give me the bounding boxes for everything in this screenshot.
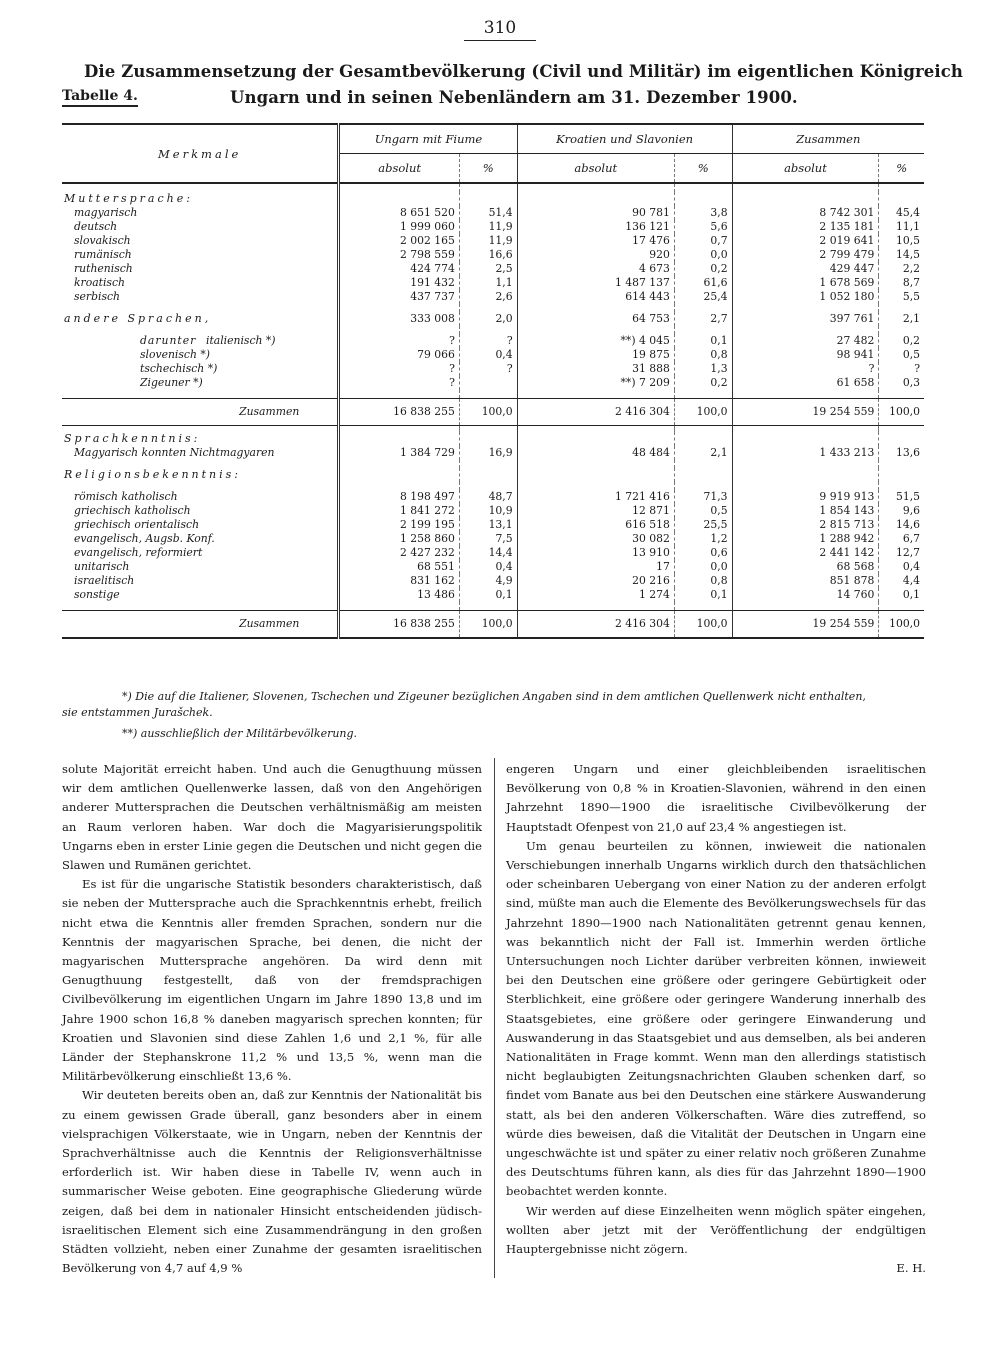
cell-value: 437 737 [339,290,460,304]
table-row [62,574,924,588]
population-table [62,123,924,639]
table-row [62,276,924,290]
table-row [62,490,924,504]
cell-value: 0,5 [674,504,732,518]
cell-value: 8 742 301 [732,206,879,220]
cell-value: 100,0 [674,611,732,639]
cell-value: 1 854 143 [732,504,879,518]
cell-value: 0,0 [674,560,732,574]
total-label: Zusammen [239,405,300,418]
row-label: griechisch katholisch [74,504,191,517]
column-divider [494,758,495,1278]
cell-value: 0,3 [879,376,924,390]
cell-value: 1 678 569 [732,276,879,290]
cell-value: 25,5 [674,518,732,532]
cell-value: 13 910 [517,546,674,560]
table-row [62,532,924,546]
cell-value: 27 482 [732,334,879,348]
cell-value: 1 288 942 [732,532,879,546]
cell-value: 79 066 [339,348,460,362]
cell-value: 424 774 [339,262,460,276]
total-row [62,611,924,639]
cell-value: 17 476 [517,234,674,248]
cell-value: 9,6 [879,504,924,518]
table-row [62,362,924,376]
paragraph: Es ist für die ungarische Statistik besonders charakteristisch, daß sie neben der Muttersprache auch die Sprachkenntnis erhebt, freilich nicht etwa die Kenntnis aller fremden Sprachen, sondern nur die Kenntnis der magyarischen Sprache, bei denen, die nicht der magyarischen Muttersprache angehören. Da wird denn mit Genugthuung festgestellt, daß von der fremdsprachigen Civilbevölkerung im eigentlichen Ungarn im Jahre 1890 13,8 und im Jahre 1900 schon 16,8 % daneben magyarisch sprechen konnten; für Kroatien und Slavonien sind diese Zahlen 1,6 und 2,1 %, für alle Länder der Stephanskrone 11,2 % und 13,5 %, wenn man die Militärbevölkerung einschließt 13,6 %. [62,877,482,1084]
cell-value: 100,0 [459,399,517,426]
text-column-right [506,760,926,1278]
cell-value: 0,2 [674,376,732,390]
table-row [62,248,924,262]
cell-value: 2 427 232 [339,546,460,560]
table-row [62,546,924,560]
cell-value: 19 254 559 [732,611,879,639]
table-row [62,334,924,348]
cell-value: 1 433 213 [732,446,879,460]
header-percent: % [459,154,517,184]
row-label: rumänisch [74,248,132,261]
cell-value: 51,5 [879,490,924,504]
footnote-1: *) Die auf die Italiener, Slovenen, Tschechen und Zigeuner bezüglichen Angaben sind in dem amtlichen Quellenwerk nicht enthalten, [122,690,866,703]
cell-value: 0,4 [459,348,517,362]
table-row [62,220,924,234]
table-title-line-1: Die Zusammensetzung der Gesamtbevölkerung (Civil und Militär) im eigentlichen Königreich [84,62,963,81]
table-row [62,262,924,276]
cell-value: 11,9 [459,220,517,234]
table-row [62,588,924,602]
header-absolut: absolut [732,154,879,184]
cell-value: 12,7 [879,546,924,560]
text-column-left [62,760,482,1278]
cell-value: 48,7 [459,490,517,504]
cell-value: 0,1 [674,334,732,348]
row-label [62,334,339,348]
cell-value: 1 999 060 [339,220,460,234]
table-row [62,348,924,362]
cell-value: 2 815 713 [732,518,879,532]
row-label: Magyarisch konnten Nichtmagyaren [74,446,275,459]
header-merkmale: Merkmale [62,124,339,183]
cell-value: 61 658 [732,376,879,390]
cell-value: 5,5 [879,290,924,304]
cell-value: 13,1 [459,518,517,532]
total-label: Zusammen [239,617,300,630]
cell-value: 68 568 [732,560,879,574]
cell-value: 14,6 [879,518,924,532]
cell-value: 0,0 [674,248,732,262]
cell-value: 0,4 [879,560,924,574]
paragraph: solute Majorität erreicht haben. Und auch die Genugthuung müssen wir dem amtlichen Quellenwerke lassen, daß von den Angehörigen anderer Muttersprachen die Deutschen verhältnismäßig am meisten an Raum verloren haben. War doch die Magyarisierungspolitik Ungarns eben in erster Linie gegen die Deutschen und nicht gegen die Slawen und Rumänen gerichtet. [62,762,482,873]
cell-value: 10,9 [459,504,517,518]
cell-value: ? [339,376,460,390]
table-row [62,312,924,326]
cell-value: 11,9 [459,234,517,248]
cell-value [459,376,517,390]
cell-value: 0,6 [674,546,732,560]
darunter-label: darunter [140,334,197,347]
cell-value: 2,1 [879,312,924,326]
cell-value: 8 198 497 [339,490,460,504]
cell-value: 2 002 165 [339,234,460,248]
cell-value: 1 841 272 [339,504,460,518]
cell-value: 0,2 [879,334,924,348]
paragraph: Um genau beurteilen zu können, inwieweit die nationalen Verschiebungen innerhalb Ungarns wirklich durch den thatsächlichen oder scheinbaren Uebergang von einer Nation zu der anderen erfolgt sind, müßte man auch die Elemente des Bevölkerungswechsels für das Jahrzehnt 1890—1900 nach Nationalitäten getrennt genau kennen, was bekanntlich nicht der Fall ist. Immerhin werden örtliche Untersuchungen noch Lichter darüber verbreiten können, inwieweit bei den Deutschen eine größere oder geringere Gebürtigkeit oder Sterblichkeit, eine größere oder geringere Wanderung innerhalb des Staatsgebietes, eine größere oder geringere Einwanderung und Auswanderung in das Staatsgebiet und aus demselben, als bei anderen Nationalitäten in Frage kommt. Wenn man den allerdings statistisch nicht beglaubigten Zeitungsnachrichten Glauben schenken darf, so findet vom Banate aus bei den Deutschen eine stärkere Auswanderung statt, als bei den anderen Völkerschaften. Wäre dies zutreffend, so würde dies beweisen, daß die Vitalität der Deutschen in Ungarn eine ungeschwächte ist und später zu einer relativ noch größeren Zunahme des Deutschtums führen kann, als dies für das Jahrzehnt 1890—1900 beobachtet werden konnte. [506,838,926,1199]
cell-value: 7,5 [459,532,517,546]
row-label: evangelisch, Augsb. Konf. [74,532,215,545]
cell-value: 13 486 [339,588,460,602]
row-label: tschechisch *) [140,362,218,375]
cell-value: 68 551 [339,560,460,574]
cell-value: 5,6 [674,220,732,234]
header-group-ungarn: Ungarn mit Fiume [339,124,517,154]
cell-value: 2,5 [459,262,517,276]
cell-value: 90 781 [517,206,674,220]
row-label: Zigeuner *) [140,376,203,389]
section-row [62,432,924,446]
cell-value: 1 487 137 [517,276,674,290]
row-label: kroatisch [74,276,125,289]
table-title-line-2: Ungarn und in seinen Nebenländern am 31. Dezember 1900. [230,88,798,107]
row-label: andere Sprachen, [64,312,212,325]
row-label: israelitisch [74,574,135,587]
cell-value: 191 432 [339,276,460,290]
header-absolut: absolut [517,154,674,184]
cell-value: 2,1 [674,446,732,460]
cell-value: ? [459,362,517,376]
cell-value: 2 135 181 [732,220,879,234]
table-row [62,518,924,532]
cell-value: 20 216 [517,574,674,588]
cell-value: ? [879,362,924,376]
table-row [62,234,924,248]
section-heading: Religionsbekenntnis: [64,468,242,481]
cell-value: 48 484 [517,446,674,460]
header-percent: % [674,154,732,184]
row-label: evangelisch, reformiert [74,546,203,559]
cell-value: 16 838 255 [339,611,460,639]
population-table-container [62,123,924,639]
cell-value: 100,0 [459,611,517,639]
row-label-text: italienisch *) [206,334,276,347]
row-label: magyarisch [74,206,138,219]
cell-value: 10,5 [879,234,924,248]
cell-value: 1,2 [674,532,732,546]
cell-value: 0,1 [879,588,924,602]
table-row [62,206,924,220]
cell-value: 0,4 [459,560,517,574]
cell-value: 920 [517,248,674,262]
cell-value: 4,4 [879,574,924,588]
cell-value: 19 875 [517,348,674,362]
cell-value: 31 888 [517,362,674,376]
header-group-kroatien: Kroatien und Slavonien [517,124,732,154]
cell-value: 4,9 [459,574,517,588]
paragraph: Wir werden auf diese Einzelheiten wenn möglich später eingehen, wollten aber jetzt mit der Veröffentlichung der endgültigen Hauptergebnisse nicht zögern. [506,1203,926,1257]
row-label: slovenisch *) [140,348,210,361]
cell-value: 2,6 [459,290,517,304]
cell-value: **) 4 045 [517,334,674,348]
cell-value: 19 254 559 [732,399,879,426]
cell-value: 0,5 [879,348,924,362]
cell-value: 2,7 [674,312,732,326]
cell-value: 11,1 [879,220,924,234]
table-row [62,376,924,390]
table-row [62,290,924,304]
cell-value: 64 753 [517,312,674,326]
section-row [62,468,924,482]
cell-value: 0,1 [459,588,517,602]
cell-value: 8,7 [879,276,924,290]
cell-value: 13,6 [879,446,924,460]
cell-value: 9 919 913 [732,490,879,504]
section-row [62,192,924,206]
section-heading: Sprachkenntnis: [64,432,201,445]
header-group-zusammen: Zusammen [732,124,924,154]
cell-value: 2 799 479 [732,248,879,262]
cell-value: 51,4 [459,206,517,220]
cell-value: 0,2 [674,262,732,276]
header-absolut: absolut [339,154,460,184]
table-row [62,560,924,574]
cell-value: 1 052 180 [732,290,879,304]
cell-value: 100,0 [879,611,924,639]
row-label: unitarisch [74,560,130,573]
cell-value: 851 878 [732,574,879,588]
cell-value: 0,1 [674,588,732,602]
cell-value: ? [732,362,879,376]
row-label: deutsch [74,220,118,233]
cell-value: ? [339,362,460,376]
cell-value: 2 441 142 [732,546,879,560]
total-row [62,399,924,426]
header-percent: % [879,154,924,184]
cell-value: 98 941 [732,348,879,362]
cell-value: 2 019 641 [732,234,879,248]
cell-value: 616 518 [517,518,674,532]
cell-value: ? [339,334,460,348]
cell-value: 831 162 [339,574,460,588]
cell-value: 100,0 [879,399,924,426]
cell-value: 2 416 304 [517,399,674,426]
cell-value: 61,6 [674,276,732,290]
cell-value: 0,7 [674,234,732,248]
cell-value: 6,7 [879,532,924,546]
cell-value: 16,6 [459,248,517,262]
page-number: 310 [483,18,517,38]
cell-value: 1 721 416 [517,490,674,504]
cell-value: 14,4 [459,546,517,560]
cell-value: 1,1 [459,276,517,290]
cell-value: 2 199 195 [339,518,460,532]
cell-value: 14 760 [732,588,879,602]
footnote-1-continued: sie entstammen Jurašchek. [62,706,213,719]
cell-value: 1 258 860 [339,532,460,546]
paragraph: engeren Ungarn und einer gleichbleibenden israelitischen Bevölkerung von 0,8 % in Kroatien-Slavonien, während in den einen Jahrzehnt 1890—1900 die israelitische Civilbevölkerung der Hauptstadt Ofenpest von 21,0 auf 23,4 % angestiegen ist. [506,762,926,834]
cell-value: 3,8 [674,206,732,220]
cell-value: 397 761 [732,312,879,326]
author-signature: E. H. [896,1261,926,1276]
cell-value: 17 [517,560,674,574]
cell-value: 16 838 255 [339,399,460,426]
cell-value: 1,3 [674,362,732,376]
cell-value: 2 416 304 [517,611,674,639]
cell-value: 45,4 [879,206,924,220]
table-row [62,446,924,460]
cell-value: 16,9 [459,446,517,460]
cell-value: 1 274 [517,588,674,602]
row-label: ruthenisch [74,262,133,275]
cell-value: 0,8 [674,574,732,588]
cell-value: 4 673 [517,262,674,276]
row-label: serbisch [74,290,120,303]
cell-value: 100,0 [674,399,732,426]
cell-value: **) 7 209 [517,376,674,390]
cell-value: 136 121 [517,220,674,234]
table-number-label: Tabelle 4. [62,88,138,107]
cell-value: 30 082 [517,532,674,546]
cell-value: 12 871 [517,504,674,518]
cell-value: 429 447 [732,262,879,276]
page-number-rule [464,40,536,41]
row-label: slovakisch [74,234,131,247]
row-label: griechisch orientalisch [74,518,200,531]
cell-value: 8 651 520 [339,206,460,220]
cell-value: 0,8 [674,348,732,362]
paragraph: Wir deuteten bereits oben an, daß zur Kenntnis der Nationalität bis zu einem gewissen Grade überall, ganz besonders aber in einem vielsprachigen Völkerstaate, wie in Ungarn, neben der Kenntnis der Sprachverhältnisse auch die Kenntnis der Religionsverhältnisse erforderlich ist. Wir haben diese in Tabelle IV, wenn auch in summarischer Weise geboten. Eine geographische Gliederung würde zeigen, daß bei dem in nationaler Hinsicht entscheidenden jüdisch-israelitischen Element sich eine Zusammendrängung in den großen Städten vollzieht, neben einer Zunahme der gesamten israelitischen Bevölkerung von 4,7 auf 4,9 % [62,1088,482,1276]
table-row [62,504,924,518]
cell-value: 2,2 [879,262,924,276]
cell-value: ? [459,334,517,348]
cell-value: 25,4 [674,290,732,304]
cell-value: 1 384 729 [339,446,460,460]
cell-value: 614 443 [517,290,674,304]
footnote-2: **) ausschließlich der Militärbevölkerung. [122,727,358,740]
cell-value: 2,0 [459,312,517,326]
row-label: römisch katholisch [74,490,178,503]
row-label: sonstige [74,588,120,601]
cell-value: 71,3 [674,490,732,504]
section-heading: Muttersprache: [64,192,193,205]
cell-value: 14,5 [879,248,924,262]
cell-value: 2 798 559 [339,248,460,262]
cell-value: 333 008 [339,312,460,326]
